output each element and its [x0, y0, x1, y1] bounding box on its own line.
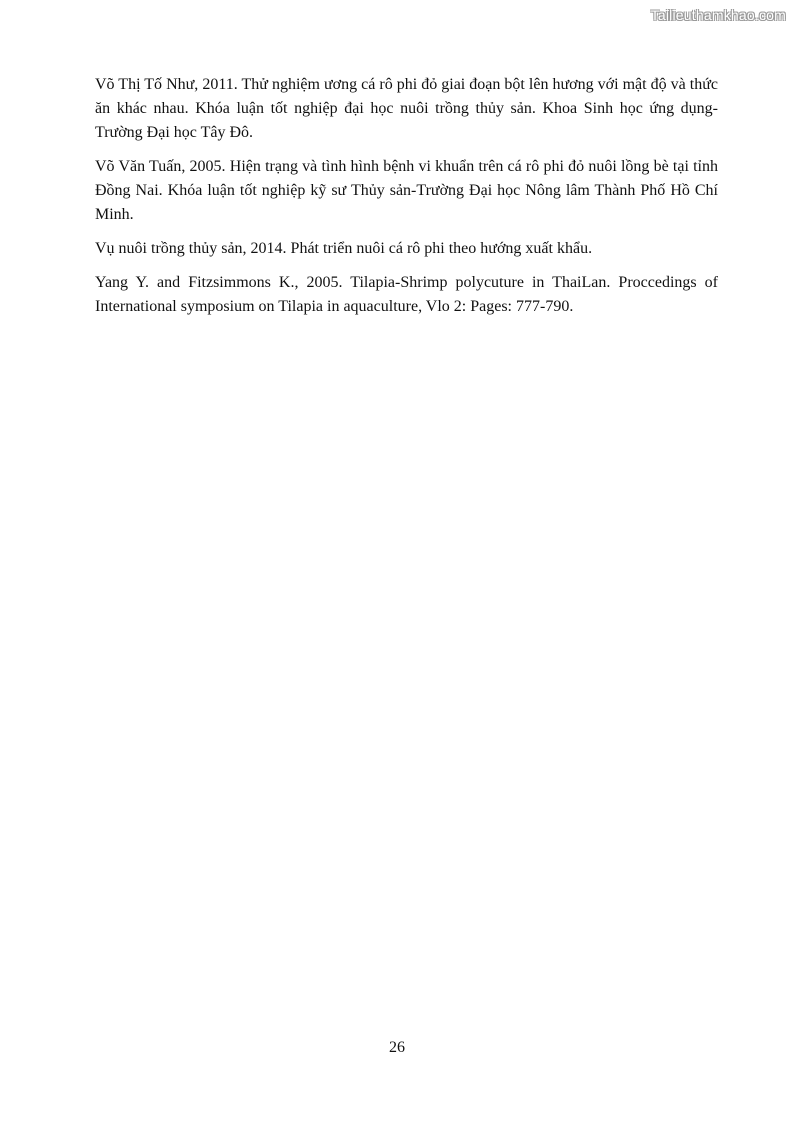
watermark-text: Tailieuthamkhao.com — [650, 7, 786, 23]
reference-entry-4: Yang Y. and Fitzsimmons K., 2005. Tilapia-Shrimp polycuture in ThaiLan. Proccedings of International symposium on Tilapia in aquaculture, Vlo 2: Pages: 777-790. — [95, 274, 718, 315]
page-number: 26 — [389, 1039, 405, 1056]
reference-entry-3: Vụ nuôi trồng thủy sản, 2014. Phát triển nuôi cá rô phi theo hướng xuất khẩu. — [95, 240, 593, 257]
reference-entry-2: Võ Văn Tuấn, 2005. Hiện trạng và tình hình bệnh vi khuẩn trên cá rô phi đỏ nuôi lồng bè tại tỉnh Đồng Nai. Khóa luận tốt nghiệp kỹ sư Thủy sản-Trường Đại học Nông lâm Thành Phố Hồ Chí Minh. — [95, 158, 718, 223]
reference-entry-1: Võ Thị Tố Như, 2011. Thử nghiệm ương cá rô phi đỏ giai đoạn bột lên hương với mật độ và thức ăn khác nhau. Khóa luận tốt nghiệp đại học nuôi trồng thủy sản. Khoa Sinh học ứng dụng-Trường Đại học Tây Đô. — [95, 76, 718, 141]
reference-list — [95, 73, 718, 329]
